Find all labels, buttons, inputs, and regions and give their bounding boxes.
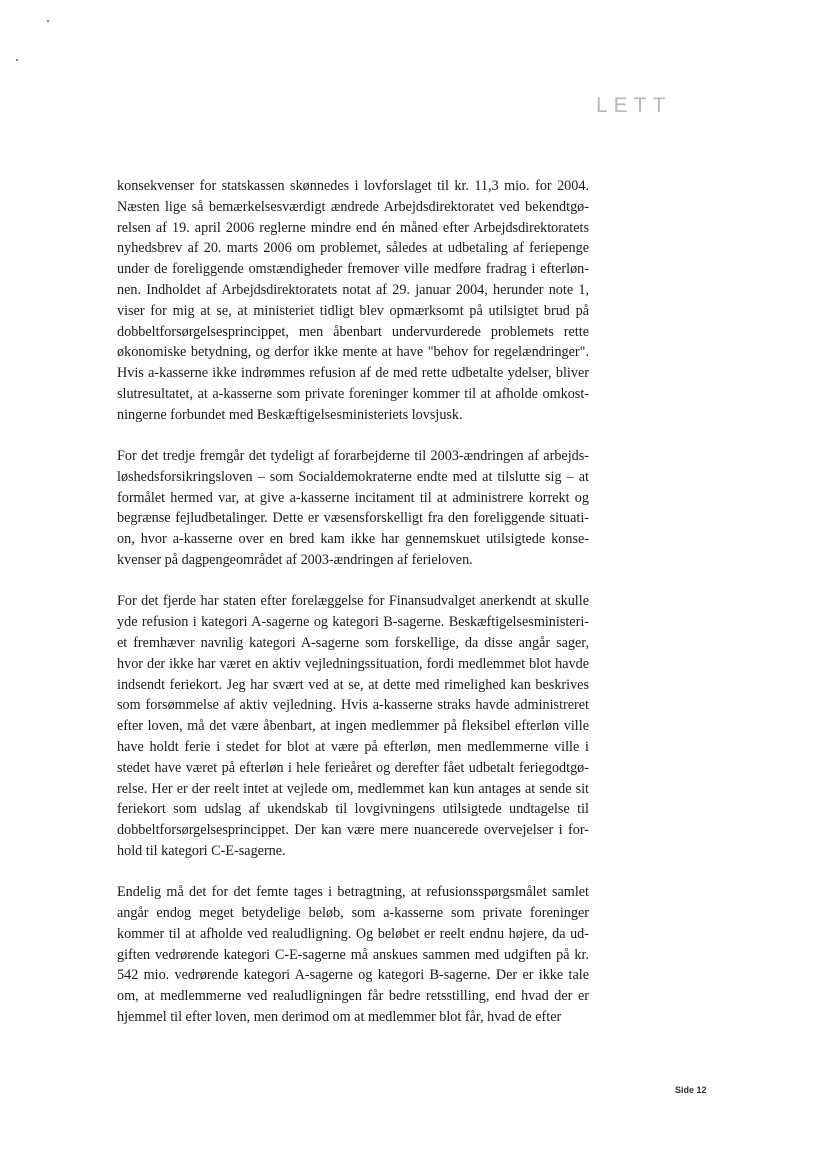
text-line: yde refusion i kategori A-sagerne og kategori B-sagerne. Beskæftigelsesministeri-	[117, 614, 589, 631]
text-line: nen. Indholdet af Arbejdsdirektoratets notat af 29. januar 2004, herunder note 1,	[117, 281, 589, 298]
text-line: 542 mio. vedrørende kategori A-sagerne og kategori B-sagerne. Der er ikke tale	[117, 967, 589, 984]
text-line: om, at medlemmerne ved realudligningen får bedre retsstilling, end hvad der er	[117, 988, 589, 1005]
text-line: on, hvor a-kasserne over en bred kam ikke har gennemskuet utilsigtede konse-	[117, 531, 589, 548]
text-line: angår endog meget betydelige beløb, som a-kasserne som private foreninger	[117, 905, 589, 921]
paragraph	[117, 176, 589, 426]
text-line: For det tredje fremgår det tydeligt af forarbejderne til 2003-ændringen af arbejds-	[117, 448, 589, 465]
text-line: slutresultatet, at a-kasserne som private foreninger kommer til at afholde omkost-	[117, 385, 589, 402]
text-line: hvor der ikke har været en aktiv vejledningssituation, fordi medlemmet blot havde	[117, 655, 589, 672]
text-line: nyhedsbrev af 20. marts 2006 om problemet, således at udbetaling af feriepenge	[117, 240, 589, 257]
text-line: For det fjerde har staten efter forelæggelse for Finansudvalget anerkendt at skulle	[117, 593, 589, 610]
text-line: kvenser på dagpengeområdet af 2003-ændringen af ferieloven.	[117, 552, 473, 569]
text-line: feriekort som udslag af ukendskab til lovgivningens utilsigtede undtagelse til	[117, 801, 589, 818]
text-line: viser for mig at se, at ministeriet tidligt blev opmærksomt på utilsigtet brud på	[117, 302, 589, 319]
text-line: efter loven, må det være åbenbart, at ingen medlemmer på fleksibel efterløn ville	[117, 718, 589, 735]
text-line: under de foreliggende omstændigheder fremover ville medføre fradrag i efterløn-	[117, 261, 589, 278]
text-line: Endelig må det for det femte tages i betragtning, at refusionsspørgsmålet samlet	[117, 884, 589, 901]
text-line: have holdt ferie i stedet for blot at være på efterløn, men medlemmerne ville i	[117, 738, 589, 755]
scan-speck	[47, 20, 49, 22]
text-line: stedet have været på efterløn i hele ferieåret og derefter fået udbetalt feriegodtgø-	[117, 759, 589, 776]
text-line: indsendt feriekort. Jeg har svært ved at se, at dette med rimelighed kan beskrives	[117, 676, 589, 693]
scan-speck	[16, 59, 18, 61]
text-line: kommer til at afholde ved realudligning. Og beløbet er reelt endnu højere, da ud-	[117, 925, 589, 942]
text-line: giften vedrørende kategori C-E-sagerne må anskues sammen med udgiften på kr.	[117, 946, 589, 963]
text-line: økonomiske betydning, og derfor ikke mente at have "behov for regelændringer".	[117, 344, 589, 361]
text-line: relse. Her er der reelt intet at vejlede om, medlemmet kan kun antages at sende sit	[117, 780, 589, 797]
company-logo: LETT	[596, 94, 672, 117]
page-number: Side 12	[675, 1085, 707, 1095]
text-line: ningerne forbundet med Beskæftigelsesministeriets lovsjusk.	[117, 406, 463, 423]
paragraph	[117, 446, 589, 571]
document-body	[117, 176, 589, 1048]
text-line: dobbeltforsørgelsesprincippet, men åbenbart undervurderede problemets rette	[117, 323, 589, 340]
text-line: hold til kategori C-E-sagerne.	[117, 842, 286, 859]
text-line: begrænse fejludbetalinger. Dette er væsensforskelligt fra den foreliggende situati-	[117, 510, 589, 527]
text-line: dobbeltforsørgelsesprincippet. Der kan være mere nuancerede overvejelser i for-	[117, 822, 589, 839]
text-line: Næsten lige så bemærkelsesværdigt ændrede Arbejdsdirektoratet ved bekendtgø-	[117, 198, 589, 215]
text-line: hjemmel til efter loven, men derimod om at medlemmer blot får, hvad de efter	[117, 1008, 562, 1025]
text-line: som forsømmelse af aktiv vejledning. Hvis a-kasserne straks havde administreret	[117, 697, 589, 714]
text-line: et fremhæver navnlig kategori A-sagerne som forskellige, da disse angår sager,	[117, 634, 589, 651]
text-line: Hvis a-kasserne ikke indrømmes refusion af de med rette udbetalte ydelser, bliver	[117, 365, 589, 382]
text-line: løshedsforsikringsloven – som Socialdemokraterne endte med at tilslutte sig – at	[117, 468, 589, 485]
text-line: relsen af 19. april 2006 reglerne mindre end én måned efter Arbejdsdirektoratets	[117, 219, 589, 236]
text-line: konsekvenser for statskassen skønnedes i lovforslaget til kr. 11,3 mio. for 2004.	[117, 178, 589, 194]
paragraph	[117, 882, 589, 1028]
paragraph	[117, 591, 589, 861]
text-line: formålet hermed var, at give a-kasserne incitament til at administrere korrekt og	[117, 489, 589, 506]
